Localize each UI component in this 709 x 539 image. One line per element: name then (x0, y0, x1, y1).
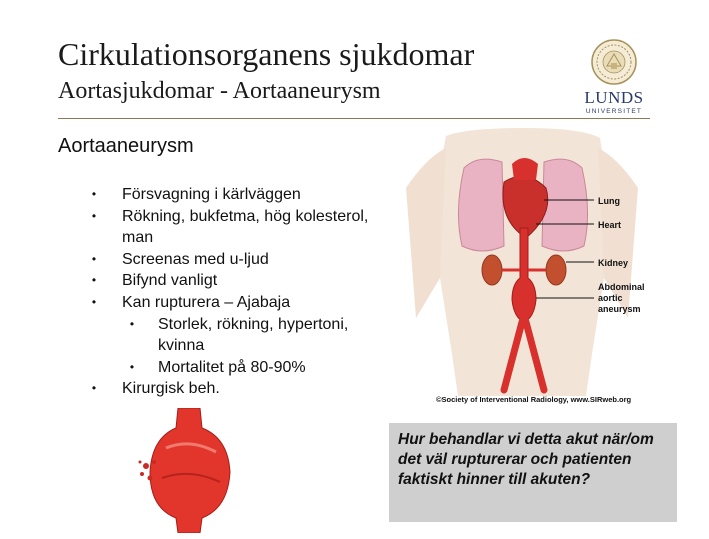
bullet-glyph: • (91, 273, 97, 288)
label-kidney: Kidney (598, 258, 629, 268)
label-aneurysm-line3: aneurysm (598, 304, 641, 314)
sub-bullet-text: Storlek, rökning, hypertoni, kvinna (158, 315, 349, 355)
bullet-text: Kan rupturera – Ajabaja (122, 293, 291, 311)
list-item (88, 206, 388, 249)
bullet-glyph: • (91, 208, 97, 223)
lund-university-logo (580, 38, 648, 118)
bullet-glyph: • (129, 359, 135, 374)
bullet-list (88, 184, 388, 400)
list-item (88, 378, 388, 400)
slide-title: Cirkulationsorganens sjukdomar (58, 36, 475, 72)
logo-subtext: UNIVERSITET (585, 108, 643, 115)
bullet-text: Rökning, bukfetma, hög kolesterol, man (122, 207, 369, 247)
list-item (88, 249, 388, 271)
sub-list-item (88, 314, 388, 357)
anatomy-illustration (386, 128, 662, 410)
callout-box (389, 423, 677, 522)
bullet-glyph: • (129, 316, 135, 331)
bullet-text: Kirurgisk beh. (122, 380, 220, 398)
title-divider (58, 118, 650, 119)
bullet-glyph: • (91, 294, 97, 309)
label-heart: Heart (598, 220, 622, 230)
list-item (88, 292, 388, 314)
logo-name: LUNDS (584, 88, 644, 107)
list-item (88, 184, 388, 206)
bullet-text: Försvagning i kärlväggen (122, 186, 301, 203)
label-aneurysm-line2: aortic (598, 293, 623, 303)
sub-list-item (88, 357, 388, 379)
bullet-text: Bifynd vanligt (122, 272, 218, 290)
section-heading: Aortaaneurysm (58, 135, 194, 157)
bullet-glyph: • (91, 187, 97, 201)
sub-bullet-text: Mortalitet på 80-90% (158, 358, 306, 376)
bullet-glyph: • (91, 251, 97, 266)
bullet-text: Screenas med u-ljud (122, 250, 269, 268)
figure-credit: ©Society of Interventional Radiology, www.SIRweb.org (436, 395, 632, 404)
callout-text: Hur behandlar vi detta akut när/om det väl rupturerar och patienten faktiskt hinner till akuten? (398, 431, 654, 488)
ruptured-aneurysm-illustration (136, 408, 244, 533)
university-seal-icon (590, 38, 638, 86)
list-item (88, 270, 388, 292)
slide-subtitle: Aortasjukdomar - Aortaaneurysm (58, 78, 381, 104)
label-lung: Lung (598, 196, 620, 206)
label-aneurysm-line1: Abdominal (598, 282, 645, 292)
bullet-glyph: • (91, 381, 97, 396)
